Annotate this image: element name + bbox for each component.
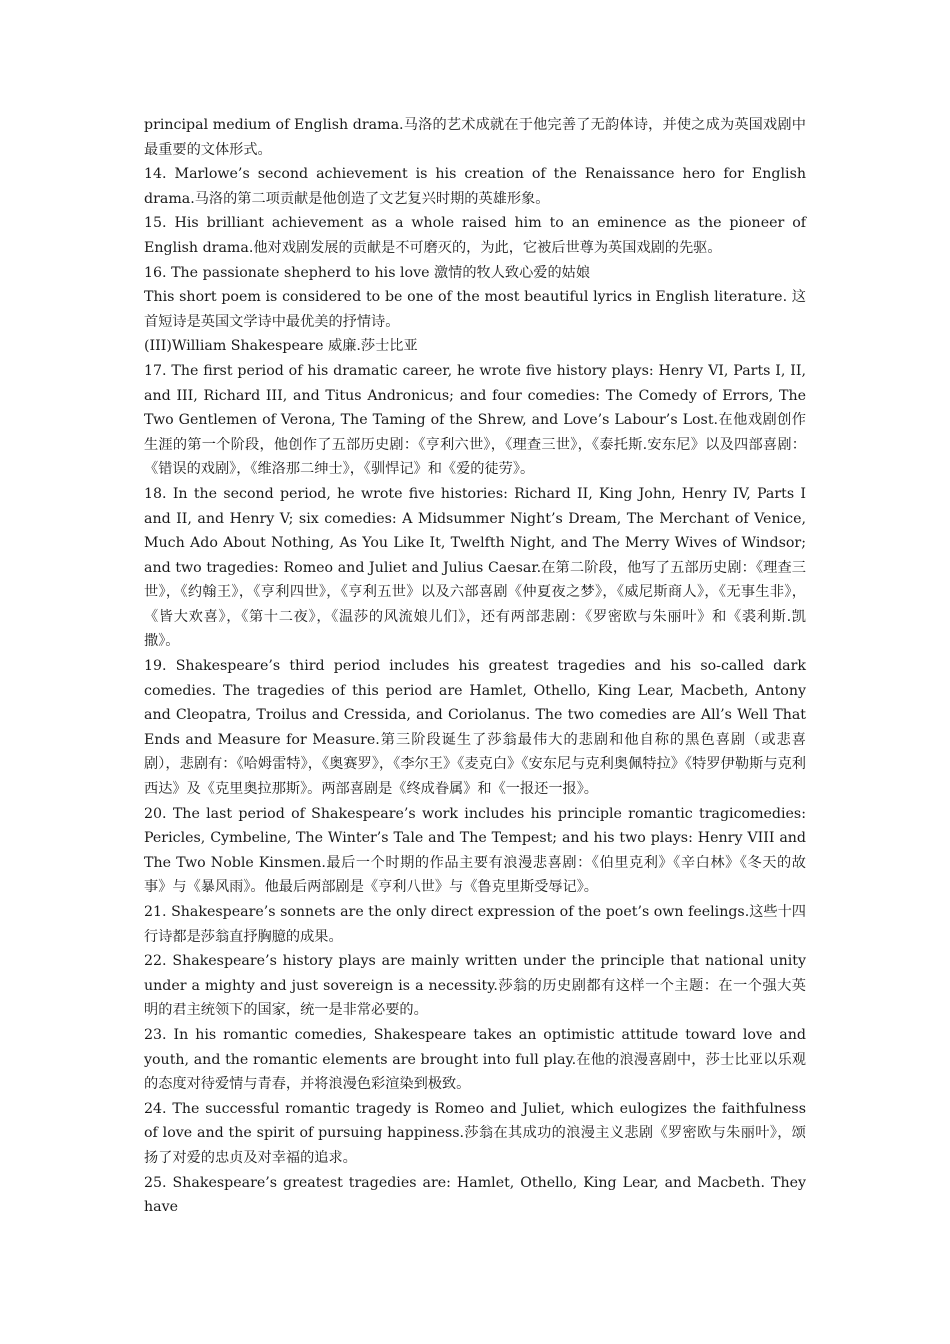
paragraph-22-history-plays: 22. Shakespeare’s history plays are mainly written under the principle that national unity under a mighty and just sovereign is a necessity.莎翁的历史剧都有这样一个主题：在一个强大英明的君主统领下的国家，统一是非常必要的。 (144, 953, 806, 1019)
document-page (144, 113, 806, 1220)
paragraph-24-romantic-tragedy: 24. The successful romantic tragedy is Romeo and Juliet, which eulogizes the faithfulness of love and the spirit of pursuing happiness.莎翁在其成功的浪漫主义悲剧《罗密欧与朱丽叶》，颂扬了对爱的忠贞及对幸福的追求。 (144, 1100, 806, 1166)
paragraph-21-sonnets: 21. Shakespeare’s sonnets are the only direct expression of the poet’s own feelings.这些十四行诗都是莎翁直抒胸臆的成果。 (144, 904, 806, 945)
paragraph-25-greatest-tragedies: 25. Shakespeare’s greatest tragedies are: Hamlet, Othello, King Lear, and Macbeth. They have (144, 1174, 806, 1216)
section-heading-shakespeare: (III)William Shakespeare 威廉.莎士比亚 (144, 338, 418, 355)
paragraph-18-second-period: 18. In the second period, he wrote five histories: Richard II, King John, Henry IV, Parts I and II, and Henry V; six comedies: A Midsummer Night’s Dream, The Merchant of Venice, Much Ado About Nothing, As You Like It, Twelfth Night, and The Merry Wives of Windsor; and two tragedies: Romeo and Juliet and Julius Caesar.在第二阶段，他写了五部历史剧：《理查三世》，《约翰王》，《亨利四世》，《亨利五世》以及六部喜剧《仲夏夜之梦》，《威尼斯商人》，《无事生非》，《皆大欢喜》，《第十二夜》，《温莎的风流娘儿们》，还有两部悲剧：《罗密欧与朱丽叶》和《裘利斯.凯撒》。 (144, 485, 806, 650)
paragraph-23-romantic-comedies: 23. In his romantic comedies, Shakespeare takes an optimistic attitude toward love and youth, and the romantic elements are brought into full play.在他的浪漫喜剧中，莎士比亚以乐观的态度对待爱情与青春，并将浪漫色彩渲染到极致。 (144, 1026, 806, 1093)
paragraph-20-last-period: 20. The last period of Shakespeare’s work includes his principle romantic tragicomedies: Pericles, Cymbeline, The Winter’s Tale and The Tempest; and his two plays: Henry VIII and The Two Noble Kinsmen.最后一个时期的作品主要有浪漫悲喜剧：《伯里克利》《辛白林》《冬天的故事》与《暴风雨》。他最后两部剧是《亨利八世》与《鲁克里斯受辱记》。 (144, 805, 806, 896)
paragraph-16-passionate-shepherd: 16. The passionate shepherd to his love 激情的牧人致心爱的姑娘 (144, 264, 591, 281)
paragraph-14-renaissance-hero: 14. Marlowe’s second achievement is his creation of the Renaissance hero for English drama.马洛的第二项贡献是他创造了文艺复兴时期的英雄形象。 (144, 166, 806, 207)
paragraph-marlowe-blank-verse: principal medium of English drama.马洛的艺术成就在于他完善了无韵体诗，并使之成为英国戏剧中最重要的文体形式。 (144, 117, 806, 158)
paragraph-17-first-period: 17. The first period of his dramatic career, he wrote five history plays: Henry VI, Parts I, II, and III, Richard III, and Titus Andronicus; and four comedies: The Comedy of Errors, The Two Gentlemen of Verona, The Taming of the Shrew, and Love’s Labour’s Lost.在他戏剧创作生涯的第一个阶段，他创作了五部历史剧：《亨利六世》，《理查三世》，《泰托斯.安东尼》以及四部喜剧：《错误的戏剧》，《维洛那二绅士》，《驯悍记》和《爱的徒劳》。 (144, 362, 806, 478)
paragraph-15-pioneer: 15. His brilliant achievement as a whole raised him to an eminence as the pioneer of English drama.他对戏剧发展的贡献是不可磨灭的，为此，它被后世尊为英国戏剧的先驱。 (144, 215, 806, 256)
paragraph-19-third-period: 19. Shakespeare’s third period includes his greatest tragedies and his so-called dark comedies. The tragedies of this period are Hamlet, Othello, King Lear, Macbeth, Antony and Cleopatra, Troilus and Cressida, and Coriolanus. The two comedies are All’s Well That Ends and Measure for Measure.第三阶段诞生了莎翁最伟大的悲剧和他自称的黑色喜剧（或悲喜剧），悲剧有：《哈姆雷特》，《奥赛罗》，《李尔王》《麦克白》《安东尼与克利奥佩特拉》《特罗伊勒斯与克利西达》及《克里奥拉那斯》。两部喜剧是《终成眷属》和《一报还一报》。 (144, 658, 806, 798)
paragraph-short-poem: This short poem is considered to be one of the most beautiful lyrics in English literature. 这首短诗是英国文学诗中最优美的抒情诗。 (144, 289, 806, 330)
